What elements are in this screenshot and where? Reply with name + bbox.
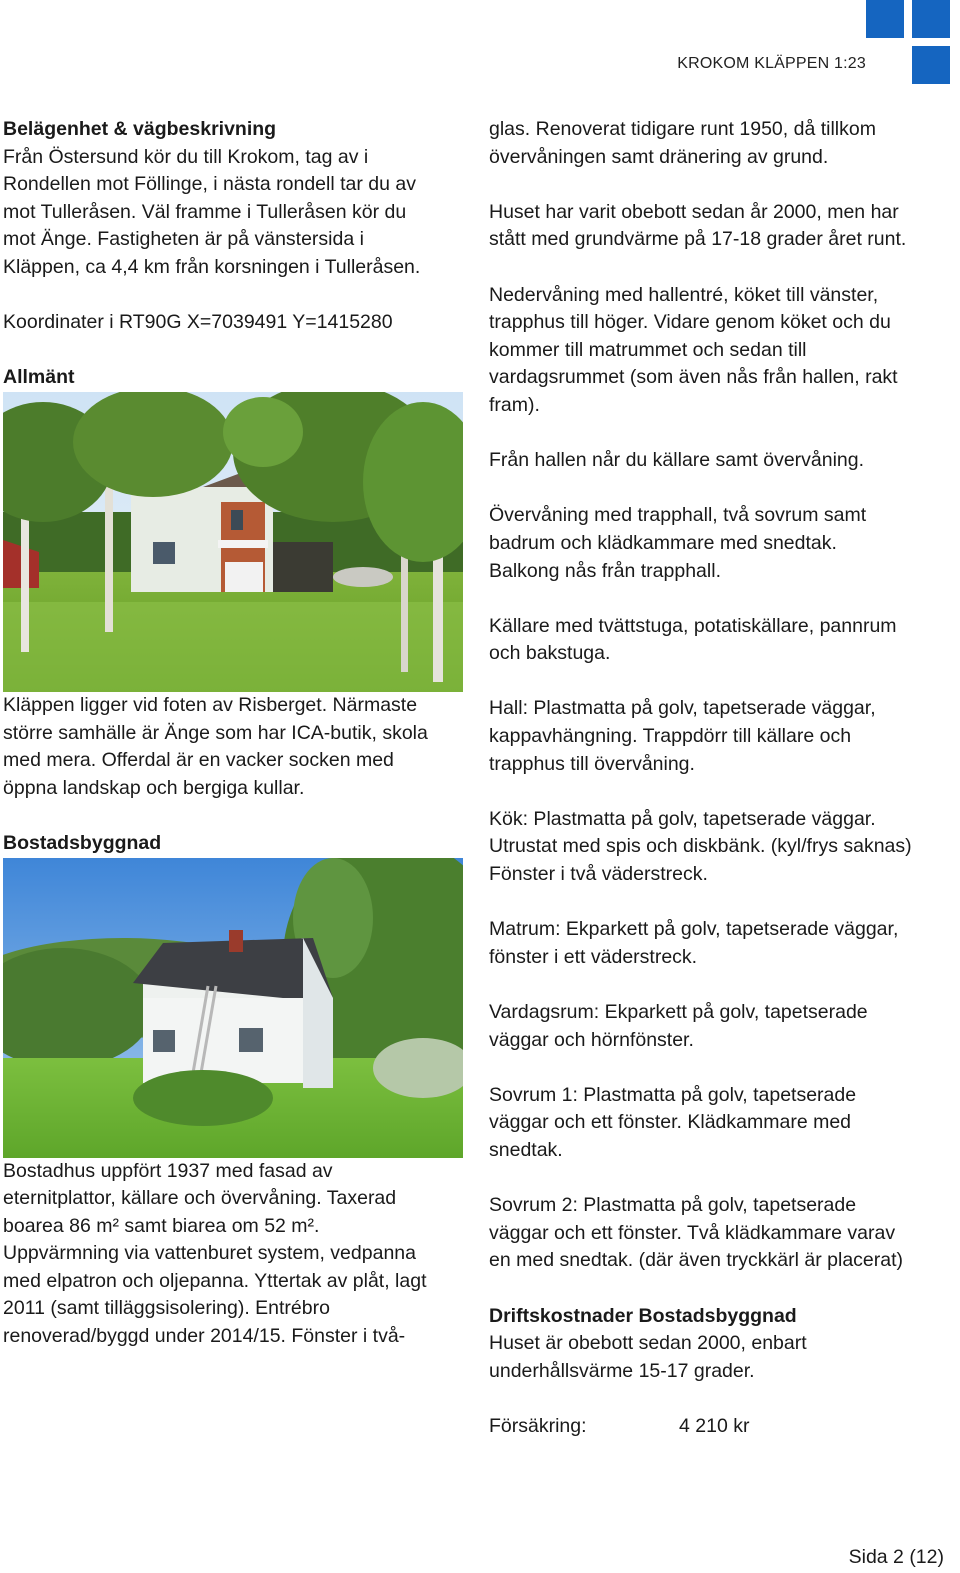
- text-line: Hall: Plastmatta på golv, tapetserade väggar,: [489, 697, 876, 720]
- logo-square: [866, 0, 904, 38]
- text-line: Bostadhus uppfört 1937 med fasad av: [3, 1159, 333, 1182]
- text-line: Balkong nås från trapphall.: [489, 559, 721, 582]
- text-line: stått med grundvärme på 17-18 grader året runt.: [489, 228, 907, 251]
- text-line: mot Änge. Fastigheten är på vänstersida i: [3, 228, 364, 251]
- text-line: glas. Renoverat tidigare runt 1950, då tillkom: [489, 118, 876, 140]
- text-line: Källare med tvättstuga, potatiskällare, pannrum: [489, 614, 897, 637]
- text-line: Kök: Plastmatta på golv, tapetserade väggar.: [489, 807, 876, 830]
- right-column: [489, 116, 957, 1441]
- text-line: trapphus till höger. Vidare genom köket och du: [489, 311, 891, 334]
- text-line: och bakstuga.: [489, 642, 611, 665]
- text-line: fram).: [489, 393, 540, 416]
- text-line: eternitplattor, källare och övervåning. Taxerad: [3, 1187, 397, 1210]
- text-line: väggar och ett fönster. Två klädkammare varav: [489, 1221, 896, 1244]
- text-line: kappavhängning. Trappdörr till källare och: [489, 725, 852, 748]
- section-heading-general: Allmänt: [3, 366, 75, 389]
- text-line: Sovrum 2: Plastmatta på golv, tapetserade: [489, 1194, 857, 1217]
- text-line: Rondellen mot Föllinge, i nästa rondell tar du av: [3, 173, 416, 196]
- text-line: väggar och hörnfönster.: [489, 1028, 694, 1051]
- text-line: väggar och ett fönster. Klädkammare med: [489, 1111, 852, 1134]
- text-line: Utrustat med spis och diskbänk. (kyl/frys saknas): [489, 835, 912, 858]
- section-heading-costs: Driftskostnader Bostadsbyggnad: [489, 1304, 797, 1327]
- text-line: Uppvärmning via vattenburet system, vedpanna: [3, 1242, 416, 1265]
- insurance-value: 4 210 kr: [679, 1414, 750, 1437]
- section-heading-location: Belägenhet & vägbeskrivning: [3, 118, 277, 140]
- text-line: större samhälle är Änge som har ICA-butik, skola: [3, 721, 428, 744]
- text-line: snedtak.: [489, 1138, 563, 1161]
- photo-house-front: [3, 392, 463, 692]
- text-line: övervåningen samt dränering av grund.: [489, 145, 829, 168]
- text-line: fönster i ett väderstreck.: [489, 945, 698, 968]
- text-line: Huset är obebott sedan 2000, enbart: [489, 1332, 807, 1355]
- photo-house-side: [3, 858, 463, 1158]
- text-line: trapphus till övervåning.: [489, 752, 695, 775]
- text-line: öppna landskap och bergiga kullar.: [3, 776, 305, 799]
- section-heading-building: Bostadsbyggnad: [3, 831, 162, 854]
- coordinates-text: Koordinater i RT90G X=7039491 Y=1415280: [3, 311, 393, 334]
- text-line: Från hallen når du källare samt övervåning.: [489, 449, 865, 472]
- text-line: mot Tulleråsen. Väl framme i Tulleråsen kör du: [3, 200, 407, 223]
- text-line: kommer till matrummet och sedan till: [489, 338, 807, 361]
- text-line: underhållsvärme 15-17 grader.: [489, 1359, 755, 1382]
- text-line: Kläppen ligger vid foten av Risberget. Närmaste: [3, 693, 418, 716]
- logo-square: [912, 46, 950, 84]
- text-line: Huset har varit obebott sedan år 2000, men har: [489, 200, 899, 223]
- text-line: renoverad/byggd under 2014/15. Fönster i två-: [3, 1325, 406, 1348]
- left-column: [3, 116, 465, 1351]
- text-line: vardagsrummet (som även nås från hallen, rakt: [489, 366, 898, 389]
- logo-square: [912, 0, 950, 38]
- text-line: Sovrum 1: Plastmatta på golv, tapetserade: [489, 1083, 857, 1106]
- page-number: Sida 2 (12): [848, 1546, 944, 1568]
- text-line: med mera. Offerdal är en vacker socken med: [3, 749, 394, 772]
- text-line: Fönster i två väderstreck.: [489, 863, 708, 886]
- text-line: 2011 (samt tilläggsisolering). Entrébro: [3, 1297, 330, 1320]
- text-line: Kläppen, ca 4,4 km från korsningen i Tulleråsen.: [3, 255, 421, 278]
- text-line: med elpatron och oljepanna. Yttertak av plåt, lagt: [3, 1269, 427, 1292]
- insurance-label: Försäkring:: [489, 1414, 587, 1437]
- text-line: en med snedtak. (där även tryckkärl är placerat): [489, 1249, 904, 1272]
- text-line: Matrum: Ekparkett på golv, tapetserade väggar,: [489, 918, 899, 941]
- text-line: badrum och klädkammare med snedtak.: [489, 531, 837, 554]
- text-line: Nedervåning med hallentré, köket till vänster,: [489, 283, 879, 306]
- text-line: boarea 86 m² samt biarea om 52 m².: [3, 1214, 320, 1237]
- insurance-row: [489, 1413, 957, 1441]
- page-header-title: KROKOM KLÄPPEN 1:23: [677, 55, 866, 72]
- text-line: Övervåning med trapphall, två sovrum samt: [489, 504, 867, 527]
- text-line: Från Östersund kör du till Krokom, tag av i: [3, 145, 369, 168]
- text-line: Vardagsrum: Ekparkett på golv, tapetserade: [489, 1001, 868, 1023]
